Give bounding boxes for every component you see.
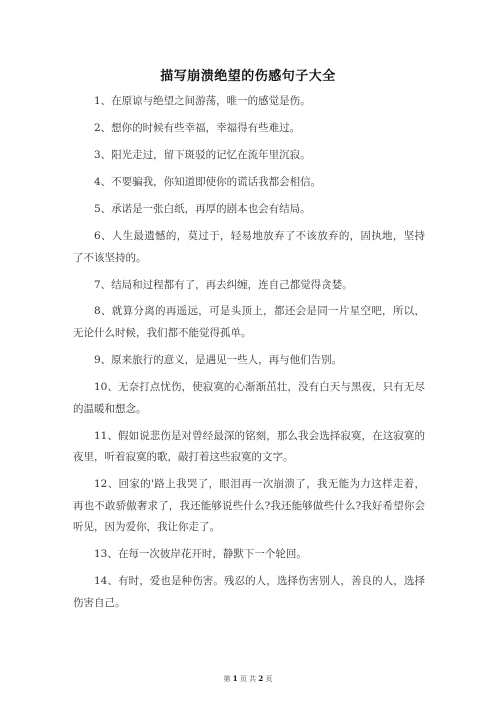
paragraph: 13、在每一次彼岸花开时，静默下一个轮回。 [94,548,307,561]
total-pages-number: 2 [258,674,264,683]
paragraph: 6、人生最遗憾的，莫过于，轻易地放弃了不该放弃的，固执地，坚持了不该坚持的。 [73,229,425,264]
footer-prefix: 第 [223,675,231,683]
paragraph: 8、就算分离的再遥远，可是头顶上，都还会是同一片星空吧，所以，无论什么时候，我们都不能觉得孤单。 [73,305,425,340]
paragraph: 1、在原谅与绝望之间游荡，唯一的感觉是伤。 [94,95,311,107]
paragraph: 7、结局和过程都有了，再去纠缠，连自己都觉得贪婪。 [94,278,353,291]
document-title: 描写崩溃绝望的伤感句子大全 [160,69,336,84]
paragraph: 3、阳光走过，留下斑驳的记忆在流年里沉寂。 [94,148,311,161]
footer-suffix: 页 [265,675,273,683]
current-page-number: 1 [232,674,238,683]
paragraph: 14、有时，爱也是种伤害。残忍的人，选择伤害别人，善良的人，选择伤害自己。 [73,575,425,609]
paragraph: 4、不要骗我，你知道即使你的谎话我都会相信。 [94,175,322,188]
paragraph: 5、承诺是一张白纸，再厚的剧本也会有结局。 [94,202,311,215]
page-footer [0,674,496,684]
paragraph: 2、想你的时候有些幸福，幸福得有些难过。 [94,121,301,134]
footer-middle: 页 共 [239,675,257,683]
paragraph: 11、假如说悲伤是对曾经最深的铭刻，那么我会选择寂寞，在这寂寞的夜里，听着寂寞的歌，敲打着这些寂寞的文字。 [73,429,425,464]
paragraph: 12、回家的'路上我哭了，眼泪再一次崩溃了，我无能为力这样走着，再也不敢骄傲奢求了，我还能够说些什么?我还能够做些什么?我好希望你会听见，因为爱你，我让你走了。 [73,478,425,534]
paragraph: 9、原来旅行的意义，是遇见一些人，再与他们告别。 [94,354,343,367]
paragraph: 10、无奈打点忧伤，使寂寞的心渐渐茁壮，没有白天与黑夜，只有无尽的温暖和想念。 [73,381,425,415]
document-body [73,91,425,620]
